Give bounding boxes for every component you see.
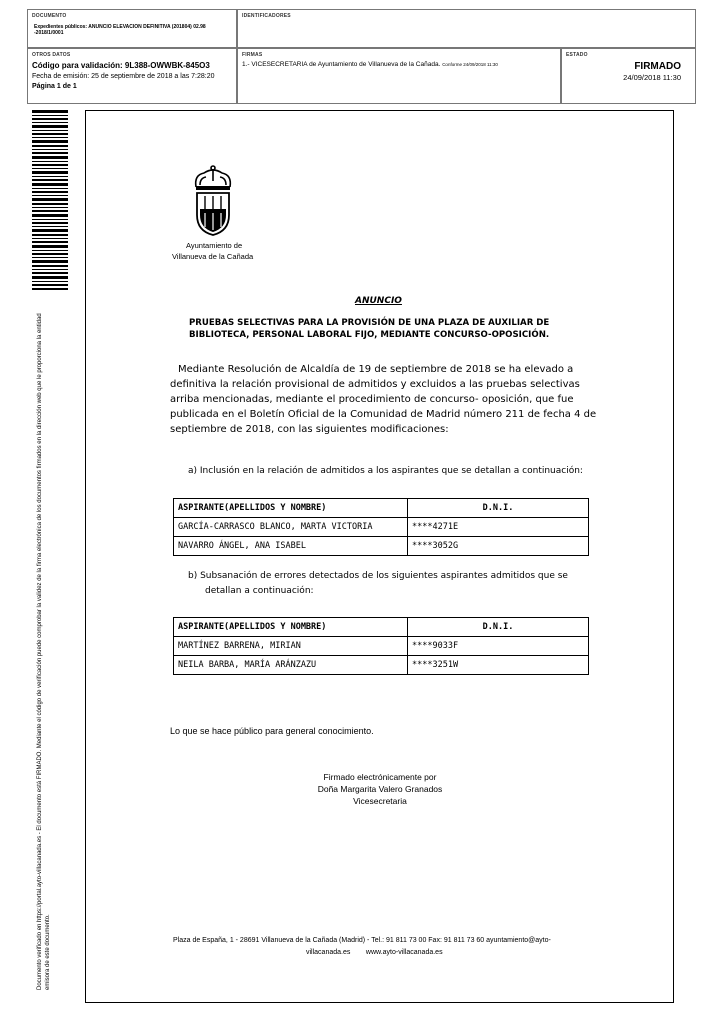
sign-line1: Firmado electrónicamente por (323, 772, 437, 782)
otros-label: OTROS DATOS (32, 52, 71, 58)
table-cell-name: NAVARRO ÁNGEL, ANA ISABEL (174, 537, 408, 556)
firma-text (242, 61, 498, 68)
table-cell-dni: ****4271E (408, 518, 589, 537)
header-firmas-box (237, 48, 561, 104)
para1-line1: Mediante Resolución de Alcaldía de 19 de septiembre de 2018 se ha elevado a (178, 364, 574, 375)
closing-text: Lo que se hace público para general conocimiento. (170, 726, 374, 736)
sign-line3: Vicesecretaria (353, 796, 407, 806)
header-identificadores-box (237, 9, 696, 48)
barcode (32, 110, 68, 290)
table-cell-dni: ****3052G (408, 537, 589, 556)
table-b-header (174, 618, 589, 637)
documento-label: DOCUMENTO (32, 13, 67, 19)
header-documento-box (27, 9, 237, 48)
sign-line2: Doña Margarita Valero Granados (317, 784, 443, 794)
document-page (85, 110, 674, 1003)
table-b-header-name: ASPIRANTE(APELLIDOS Y NOMBRE) (174, 618, 408, 637)
footer-line2: villacanada.es www.ayto-villacanada.es (306, 949, 443, 956)
sidebar-text-span: Documento verificado en https://portal.ayto-villacanada.es - El documento está FIRMADO. Mediante el código de verificación puede comprobar la validez de la firma electrónica de los documentos firmados en la dirección web que le proporciona la entidad emisora de este documento. (37, 313, 51, 990)
identificadores-label: IDENTIFICADORES (242, 13, 291, 19)
para1-line3: arriba mencionadas, mediante el procedimiento de concurso- oposición, que fue (170, 394, 574, 405)
item-a: a) Inclusión en la relación de admitidos a los aspirantes que se detallan a continuación: (188, 466, 583, 476)
para1-line4: publicada en el Boletín Oficial de la Comunidad de Madrid número 211 de fecha 4 de (170, 409, 597, 420)
table-a-header (174, 499, 589, 518)
table-a (173, 498, 589, 556)
para1-line5: septiembre de 2018, con las siguientes modificaciones: (170, 424, 449, 435)
table-b-header-dni: D.N.I. (408, 618, 589, 637)
table-cell-name: GARCÍA-CARRASCO BLANCO, MARTA VICTORIA (174, 518, 408, 537)
logo-line2: Villanueva de la Cañada (172, 252, 254, 261)
estado-fecha: 24/09/2018 11:30 (623, 73, 681, 82)
para1 (170, 362, 597, 437)
table-row (174, 637, 589, 656)
firmas-label: FIRMAS (242, 52, 263, 58)
logo-line1: Ayuntamiento de (186, 241, 243, 250)
sidebar-verification-text (36, 310, 52, 990)
table-row (174, 518, 589, 537)
doc-title: ANUNCIO (355, 296, 402, 306)
table-a-header-dni: D.N.I. (408, 499, 589, 518)
fecha-emision: Fecha de emisión: 25 de septiembre de 2018 a las 7:28:20 (32, 73, 215, 80)
table-cell-name: NEILA BARBA, MARÍA ARÁNZAZU (174, 656, 408, 675)
table-row (174, 537, 589, 556)
table-a-header-name: ASPIRANTE(APELLIDOS Y NOMBRE) (174, 499, 408, 518)
documento-text: Expedientes públicos: ANUNCIO ELEVACION DEFINITIVA (201804) 02.98 -2018/1/0001 (34, 24, 206, 36)
footer-line1: Plaza de España, 1 - 28691 Villanueva de la Cañada (Madrid) - Tel.: 91 811 73 00 Fax: 91 811 73 60 ayuntamiento@ayto- (173, 937, 551, 944)
codigo-validacion: Código para validación: 9L388-OWWBK-845O3 (32, 61, 210, 70)
table-cell-dni: ****3251W (408, 656, 589, 675)
header-otros-box (27, 48, 237, 104)
firma-main: 1.- VICESECRETARIA de Ayuntamiento de Villanueva de la Cañada. (242, 61, 441, 68)
table-row (174, 656, 589, 675)
para1-line2: definitiva la relación provisional de admitidos y excluidos a las pruebas selectivas (170, 379, 580, 390)
firma-small: Conforme 24/09/2018 11:30 (442, 62, 498, 67)
signature-block (280, 771, 480, 807)
header-estado-box (561, 48, 696, 104)
table-cell-dni: ****9033F (408, 637, 589, 656)
item-b-line2: detallan a continuación: (205, 586, 314, 596)
coat-of-arms-icon (190, 165, 236, 237)
table-cell-name: MARTÍNEZ BARRENA, MIRIAN (174, 637, 408, 656)
doc-subtitle-2: BIBLIOTECA, PERSONAL LABORAL FIJO, MEDIANTE CONCURSO-OPOSICIÓN. (189, 330, 550, 340)
pagina: Página 1 de 1 (32, 83, 77, 90)
table-b (173, 617, 589, 675)
estado-label: ESTADO (566, 52, 588, 58)
item-b-line1: b) Subsanación de errores detectados de los siguientes aspirantes admitidos que se (188, 571, 568, 581)
doc-subtitle-1: PRUEBAS SELECTIVAS PARA LA PROVISIÓN DE UNA PLAZA DE AUXILIAR DE (189, 318, 550, 328)
estado-value: FIRMADO (634, 61, 681, 72)
